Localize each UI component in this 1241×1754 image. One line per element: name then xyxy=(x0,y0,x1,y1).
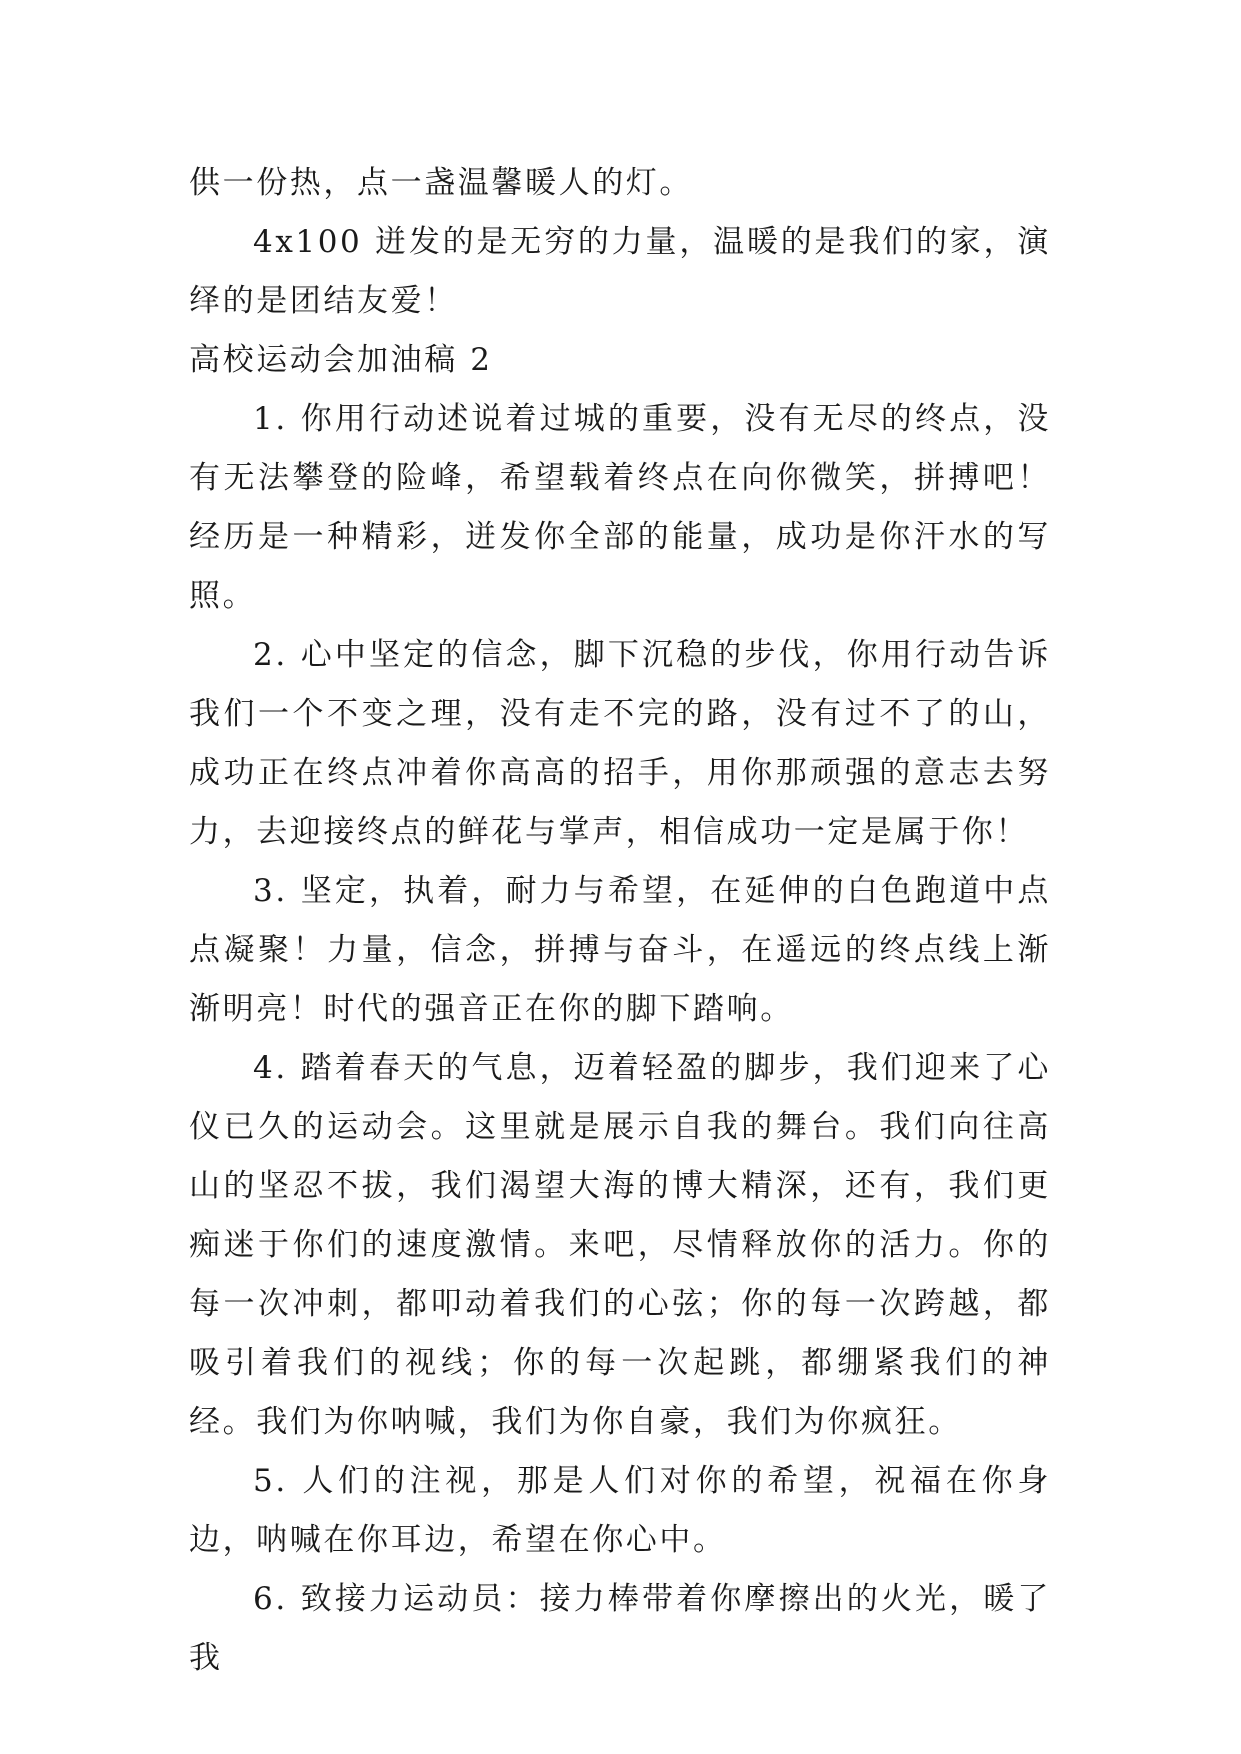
paragraph-4x100: 4x100 迸发的是无穷的力量，温暖的是我们的家，演绎的是团结友爱！ xyxy=(189,224,1051,319)
document-body xyxy=(189,154,1051,1688)
paragraph-item-6: 6. 致接力运动员：接力棒带着你摩擦出的火光，暖了我 xyxy=(189,1581,1051,1676)
section-heading: 高校运动会加油稿 2 xyxy=(189,342,493,378)
paragraph-item-3: 3. 坚定，执着，耐力与希望，在延伸的白色跑道中点点凝聚！力量，信念，拼搏与奋斗，在遥远的终点线上渐渐明亮！时代的强音正在你的脚下踏响。 xyxy=(189,873,1051,1027)
paragraph-item-5: 5. 人们的注视，那是人们对你的希望，祝福在你身边，呐喊在你耳边，希望在你心中。 xyxy=(189,1463,1051,1558)
paragraph-item-2: 2. 心中坚定的信念，脚下沉稳的步伐，你用行动告诉我们一个不变之理，没有走不完的路，没有过不了的山，成功正在终点冲着你高高的招手，用你那顽强的意志去努力，去迎接终点的鲜花与掌声，相信成功一定是属于你！ xyxy=(189,637,1051,850)
paragraph-item-4: 4. 踏着春天的气息，迈着轻盈的脚步，我们迎来了心仪已久的运动会。这里就是展示自我的舞台。我们向往高山的坚忍不拔，我们渴望大海的博大精深，还有，我们更痴迷于你们的速度激情。来吧，尽情释放你的活力。你的每一次冲刺，都叩动着我们的心弦；你的每一次跨越，都吸引着我们的视线；你的每一次起跳，都绷紧我们的神经。我们为你呐喊，我们为你自豪，我们为你疯狂。 xyxy=(189,1050,1051,1440)
paragraph-item-1: 1. 你用行动述说着过城的重要，没有无尽的终点，没有无法攀登的险峰，希望载着终点在向你微笑，拼搏吧！经历是一种精彩，迸发你全部的能量，成功是你汗水的写照。 xyxy=(189,401,1051,614)
paragraph-continuation: 供一份热，点一盏温馨暖人的灯。 xyxy=(189,165,693,201)
